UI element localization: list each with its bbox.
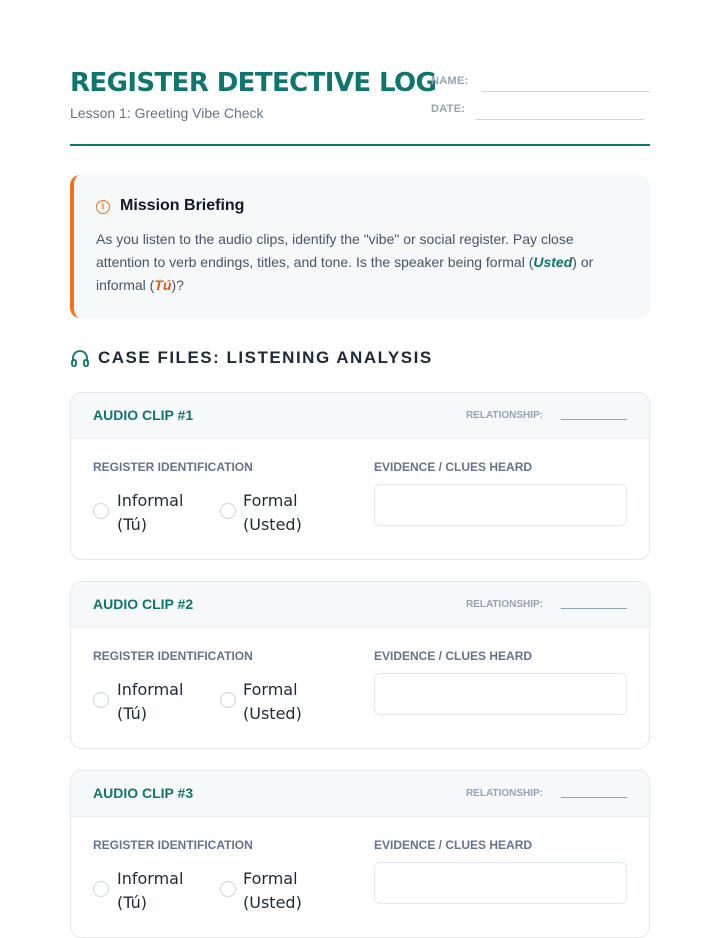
audio-clip-card [70, 581, 650, 749]
informal-radio[interactable] [93, 881, 109, 897]
name-label: NAME: [431, 75, 469, 87]
headphones-icon [70, 348, 90, 368]
informal-keyword: Tú [154, 277, 172, 293]
formal-radio[interactable] [220, 881, 236, 897]
mission-briefing-callout [70, 175, 650, 318]
formal-radio[interactable] [220, 503, 236, 519]
clip-title: AUDIO CLIP #3 [93, 785, 194, 801]
date-label: DATE: [431, 103, 466, 115]
relationship-field[interactable] [561, 608, 627, 609]
evidence-input[interactable] [374, 862, 627, 904]
relationship-field[interactable] [561, 419, 627, 420]
formal-option-label: Formal (Usted) [243, 491, 302, 534]
briefing-text-end: )? [171, 277, 184, 293]
name-field[interactable] [481, 91, 650, 92]
formal-option-label: Formal (Usted) [243, 680, 302, 723]
relationship-field[interactable] [561, 797, 627, 798]
formal-radio[interactable] [220, 692, 236, 708]
informal-option-label: Informal (Tú) [117, 869, 184, 912]
register-label: REGISTER IDENTIFICATION [93, 649, 253, 663]
info-icon: i [96, 200, 110, 214]
card-header [71, 582, 649, 628]
audio-clip-card [70, 392, 650, 560]
lesson-subtitle: Lesson 1: Greeting Vibe Check [70, 105, 264, 121]
card-header [71, 393, 649, 439]
briefing-text-start: As you listen to the audio clips, identify the "vibe" or social register. Pay close attention to verb endings, titles, and tone. Is the speaker being formal ( [96, 231, 574, 270]
worksheet-page [70, 0, 650, 932]
clip-title: AUDIO CLIP #2 [93, 596, 194, 612]
card-header [71, 771, 649, 817]
header-divider [70, 144, 650, 146]
briefing-text [96, 228, 631, 297]
briefing-text-middle: ) or informal ( [96, 254, 594, 293]
register-label: REGISTER IDENTIFICATION [93, 838, 253, 852]
relationship-label: RELATIONSHIP: [465, 788, 543, 799]
evidence-label: EVIDENCE / CLUES HEARD [374, 649, 533, 663]
clip-title: AUDIO CLIP #1 [93, 407, 194, 423]
evidence-label: EVIDENCE / CLUES HEARD [374, 460, 533, 474]
formal-keyword: Usted [533, 254, 573, 270]
audio-clip-card [70, 770, 650, 938]
briefing-title: Mission Briefing [120, 197, 245, 214]
relationship-label: RELATIONSHIP: [465, 410, 543, 421]
informal-option-label: Informal (Tú) [117, 491, 184, 534]
page-title: REGISTER DETECTIVE LOG [70, 68, 437, 98]
date-field[interactable] [475, 119, 644, 120]
informal-radio[interactable] [93, 692, 109, 708]
formal-option-label: Formal (Usted) [243, 869, 302, 912]
informal-radio[interactable] [93, 503, 109, 519]
evidence-label: EVIDENCE / CLUES HEARD [374, 838, 533, 852]
section-title: CASE FILES: LISTENING ANALYSIS [98, 348, 433, 367]
register-label: REGISTER IDENTIFICATION [93, 460, 253, 474]
evidence-input[interactable] [374, 673, 627, 715]
relationship-label: RELATIONSHIP: [465, 599, 543, 610]
evidence-input[interactable] [374, 484, 627, 526]
informal-option-label: Informal (Tú) [117, 680, 184, 723]
